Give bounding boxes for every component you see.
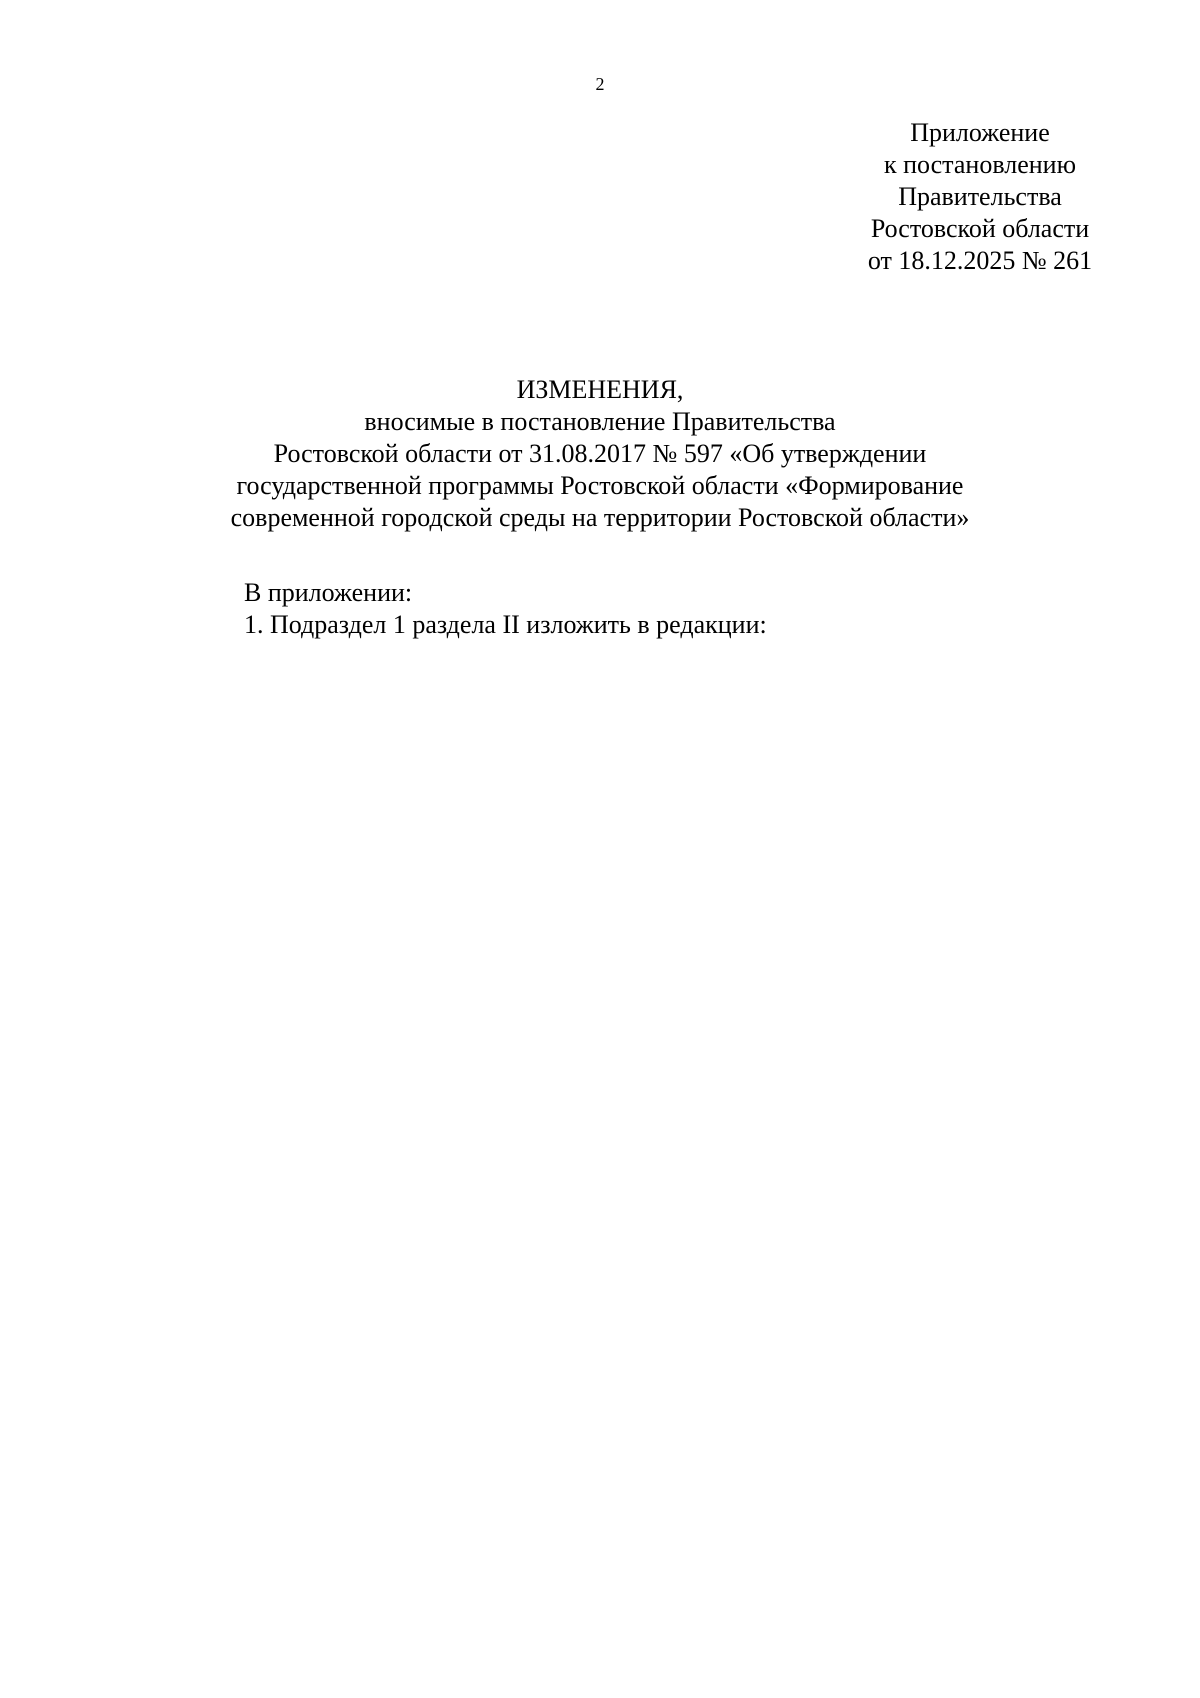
appendix-date-number: от 18.12.2025 № 261 bbox=[867, 246, 1093, 275]
title-line: государственной программы Ростовской области «Формирование bbox=[236, 471, 964, 500]
title-line: Ростовской области от 31.08.2017 № 597 «Об утверждении bbox=[273, 439, 927, 468]
title-line: современной городской среды на территории Ростовской области» bbox=[230, 503, 970, 532]
title-heading: ИЗМЕНЕНИЯ, bbox=[516, 375, 684, 404]
title-line: вносимые в постановление Правительства bbox=[364, 407, 836, 436]
appendix-reference bbox=[820, 117, 1140, 277]
appendix-line: Правительства bbox=[898, 182, 1062, 211]
document-title bbox=[200, 374, 1000, 534]
body-paragraph: 1. Подраздел 1 раздела II изложить в редакции: bbox=[244, 610, 767, 639]
body-paragraph: В приложении: bbox=[244, 578, 413, 607]
appendix-line: Приложение bbox=[910, 118, 1050, 147]
appendix-line: к постановлению bbox=[883, 150, 1077, 179]
document-body bbox=[244, 577, 1124, 641]
appendix-line: Ростовской области bbox=[870, 214, 1090, 243]
page-number: 2 bbox=[595, 74, 605, 94]
